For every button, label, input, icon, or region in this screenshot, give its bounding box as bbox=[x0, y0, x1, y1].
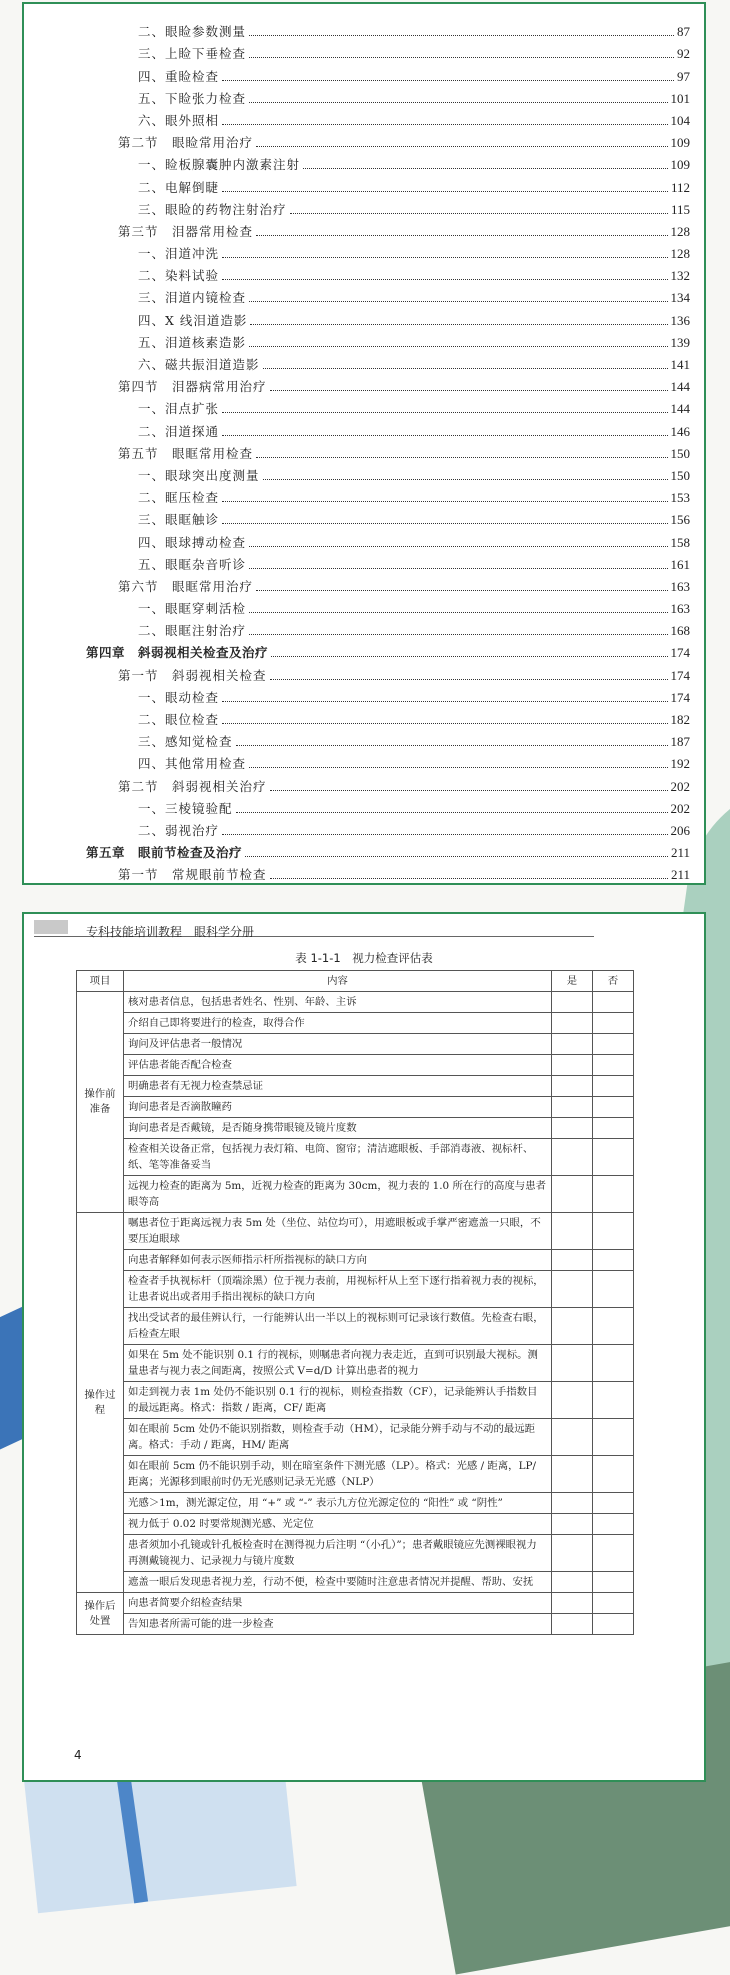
toc-leader-dots bbox=[270, 878, 668, 879]
toc-leader-dots bbox=[249, 102, 667, 103]
toc-entry-page: 139 bbox=[670, 334, 690, 350]
table-row bbox=[77, 1614, 634, 1635]
toc-entry-page: 174 bbox=[670, 689, 690, 705]
toc-leader-dots bbox=[256, 235, 667, 236]
check-cell-yes[interactable] bbox=[552, 1055, 593, 1076]
toc-entry bbox=[86, 839, 690, 861]
check-cell-yes[interactable] bbox=[552, 1271, 593, 1308]
column-header-content: 内容 bbox=[124, 971, 552, 992]
check-cell-no[interactable] bbox=[593, 1535, 634, 1572]
toc-entry bbox=[88, 440, 690, 462]
toc-leader-dots bbox=[222, 523, 667, 524]
toc-entry bbox=[88, 484, 690, 506]
table-page bbox=[22, 912, 706, 1782]
group-label: 操作后处置 bbox=[77, 1593, 124, 1635]
check-cell-no[interactable] bbox=[593, 1514, 634, 1535]
table-row bbox=[77, 1213, 634, 1250]
group-label: 操作过程 bbox=[77, 1213, 124, 1593]
check-cell-yes[interactable] bbox=[552, 1013, 593, 1034]
toc-leader-dots bbox=[222, 279, 667, 280]
check-cell-no[interactable] bbox=[593, 1456, 634, 1493]
toc-entry-page: 192 bbox=[670, 756, 690, 772]
check-cell-no[interactable] bbox=[593, 1345, 634, 1382]
check-cell-no[interactable] bbox=[593, 1139, 634, 1176]
table-row bbox=[77, 1308, 634, 1345]
toc-leader-dots bbox=[256, 146, 667, 147]
toc-entry-title: 第三节 泪器常用检查 bbox=[118, 223, 254, 239]
toc-entry-title: 第一节 斜弱视相关检查 bbox=[118, 667, 267, 683]
check-cell-no[interactable] bbox=[593, 1271, 634, 1308]
toc-leader-dots bbox=[222, 257, 667, 258]
check-cell-yes[interactable] bbox=[552, 1572, 593, 1593]
toc-leader-dots bbox=[263, 368, 668, 369]
table-row bbox=[77, 1271, 634, 1308]
check-cell-yes[interactable] bbox=[552, 1250, 593, 1271]
toc-entry-title: 一、三棱镜验配 bbox=[138, 800, 233, 816]
toc-entry-title: 五、眼眶杂音听诊 bbox=[138, 556, 247, 572]
table-row bbox=[77, 1139, 634, 1176]
toc-entry bbox=[88, 728, 690, 750]
toc-entry bbox=[86, 639, 690, 661]
row-content: 询问患者是否戴镜，是否随身携带眼镜及镜片度数 bbox=[124, 1118, 552, 1139]
toc-entry bbox=[88, 240, 690, 262]
toc-entry-title: 二、电解倒睫 bbox=[138, 179, 220, 195]
toc-entry bbox=[88, 329, 690, 351]
toc-entry-page: 109 bbox=[670, 135, 690, 151]
check-cell-yes[interactable] bbox=[552, 1382, 593, 1419]
check-cell-yes[interactable] bbox=[552, 1493, 593, 1514]
toc-entry-page: 134 bbox=[670, 290, 690, 306]
check-cell-yes[interactable] bbox=[552, 1097, 593, 1118]
toc-entry bbox=[88, 395, 690, 417]
row-content: 询问及评估患者一般情况 bbox=[124, 1034, 552, 1055]
toc-leader-dots bbox=[290, 213, 668, 214]
row-content: 患者须加小孔镜或针孔板检查时在测得视力后注明 “（小孔）”；患者戴眼镜应先测裸眼视力再测戴镜视力、记录视力与镜片度数 bbox=[124, 1535, 552, 1572]
toc-leader-dots bbox=[249, 35, 674, 36]
check-cell-yes[interactable] bbox=[552, 1076, 593, 1097]
toc-entry-page: 128 bbox=[670, 223, 690, 239]
toc-entry-page: 174 bbox=[670, 667, 690, 683]
toc-leader-dots bbox=[270, 679, 668, 680]
table-row bbox=[77, 1493, 634, 1514]
toc-entry bbox=[88, 595, 690, 617]
toc-entry bbox=[88, 351, 690, 373]
check-cell-no[interactable] bbox=[593, 1034, 634, 1055]
check-cell-no[interactable] bbox=[593, 1055, 634, 1076]
toc-entry-page: 156 bbox=[670, 512, 690, 528]
row-content: 嘱患者位于距离远视力表 5m 处（坐位、站位均可），用遮眼板或手掌严密遮盖一只眼，不要压迫眼球 bbox=[124, 1213, 552, 1250]
table-row bbox=[77, 1118, 634, 1139]
table-body bbox=[77, 992, 634, 1635]
check-cell-yes[interactable] bbox=[552, 992, 593, 1013]
toc-entry-page: 163 bbox=[670, 601, 690, 617]
row-content: 介绍自己即将要进行的检查，取得合作 bbox=[124, 1013, 552, 1034]
toc-entry-page: 101 bbox=[670, 90, 690, 106]
row-content: 视力低于 0.02 时要常规测光感、光定位 bbox=[124, 1514, 552, 1535]
toc-entry-title: 第五章 眼前节检查及治疗 bbox=[86, 845, 243, 861]
toc-entry-title: 三、眼眶触诊 bbox=[138, 512, 220, 528]
row-content: 如在眼前 5cm 仍不能识别手动，则在暗室条件下测光感（LP）。格式：光感 / 距离，LP/ 距离；光源移到眼前时仍无光感则记录无光感（NLP） bbox=[124, 1456, 552, 1493]
toc-leader-dots bbox=[263, 479, 668, 480]
row-content: 如果在 5m 处不能识别 0.1 行的视标，则嘱患者向视力表走近，直到可识别最大视标。测量患者与视力表之间距离，按照公式 V=d/D 计算出患者的视力 bbox=[124, 1345, 552, 1382]
toc-entry-title: 一、睑板腺囊肿内激素注射 bbox=[138, 157, 301, 173]
toc-entry-title: 第四章 斜弱视相关检查及治疗 bbox=[86, 645, 269, 661]
toc-entry-page: 153 bbox=[670, 490, 690, 506]
toc-entry bbox=[88, 861, 690, 883]
toc-entry bbox=[88, 684, 690, 706]
row-content: 评估患者能否配合检查 bbox=[124, 1055, 552, 1076]
toc-entry-title: 五、下睑张力检查 bbox=[138, 90, 247, 106]
toc-leader-dots bbox=[270, 790, 668, 791]
row-content: 找出受试者的最佳辨认行，一行能辨认出一半以上的视标则可记录该行数值。先检查右眼，后检查左眼 bbox=[124, 1308, 552, 1345]
toc-entry bbox=[88, 528, 690, 550]
toc-list bbox=[88, 18, 690, 883]
toc-entry-page: 144 bbox=[670, 379, 690, 395]
row-content: 明确患者有无视力检查禁忌证 bbox=[124, 1076, 552, 1097]
toc-entry-page: 202 bbox=[670, 800, 690, 816]
toc-leader-dots bbox=[222, 723, 667, 724]
toc-entry-title: 四、重睑检查 bbox=[138, 68, 220, 84]
group-label: 操作前准备 bbox=[77, 992, 124, 1213]
toc-entry-page: 115 bbox=[670, 201, 690, 217]
toc-entry bbox=[88, 196, 690, 218]
row-content: 检查者手执视标杆（顶端涂黑）位于视力表前，用视标杆从上至下逐行指着视力表的视标，让患者说出或者用手指出视标的缺口方向 bbox=[124, 1271, 552, 1308]
table-row bbox=[77, 1055, 634, 1076]
table-row bbox=[77, 1572, 634, 1593]
toc-entry-title: 一、眼球突出度测量 bbox=[138, 467, 260, 483]
toc-entry-page: 174 bbox=[670, 645, 690, 661]
toc-leader-dots bbox=[256, 457, 667, 458]
check-cell-yes[interactable] bbox=[552, 1419, 593, 1456]
toc-entry-page: 141 bbox=[670, 357, 690, 372]
check-cell-yes[interactable] bbox=[552, 1514, 593, 1535]
row-content: 如走到视力表 1m 处仍不能识别 0.1 行的视标，则检查指数（CF），记录能辨认手指数目的最远距离。格式：指数 / 距离，CF/ 距离 bbox=[124, 1382, 552, 1419]
toc-entry-page: 211 bbox=[670, 867, 690, 883]
row-content: 向患者简要介绍检查结果 bbox=[124, 1593, 552, 1614]
toc-entry-page: 182 bbox=[670, 712, 690, 727]
toc-entry bbox=[88, 817, 690, 839]
toc-entry bbox=[88, 795, 690, 817]
toc-leader-dots bbox=[222, 435, 667, 436]
toc-entry-title: 第二节 斜弱视相关治疗 bbox=[118, 778, 267, 794]
table-header-row bbox=[77, 971, 634, 992]
check-cell-yes[interactable] bbox=[552, 1118, 593, 1139]
evaluation-table bbox=[76, 970, 634, 1635]
toc-leader-dots bbox=[236, 745, 668, 746]
toc-leader-dots bbox=[249, 767, 667, 768]
check-cell-no[interactable] bbox=[593, 1118, 634, 1139]
table-row bbox=[77, 1514, 634, 1535]
check-cell-yes[interactable] bbox=[552, 1034, 593, 1055]
table-row bbox=[77, 1419, 634, 1456]
column-header-item: 项目 bbox=[77, 971, 124, 992]
toc-entry-page: 161 bbox=[670, 556, 690, 572]
toc-entry bbox=[88, 262, 690, 284]
check-cell-yes[interactable] bbox=[552, 1535, 593, 1572]
toc-entry-page: 168 bbox=[670, 623, 690, 639]
toc-entry-page: 150 bbox=[670, 467, 690, 483]
table-row bbox=[77, 1535, 634, 1572]
toc-entry bbox=[88, 62, 690, 84]
header-tab-marker bbox=[34, 920, 68, 934]
toc-entry-page: 109 bbox=[670, 157, 690, 173]
check-cell-no[interactable] bbox=[593, 1419, 634, 1456]
toc-entry-page: 158 bbox=[670, 534, 690, 550]
toc-entry-title: 一、泪点扩张 bbox=[138, 401, 220, 417]
toc-entry bbox=[88, 373, 690, 395]
check-cell-no[interactable] bbox=[593, 1013, 634, 1034]
toc-entry-title: 四、眼球搏动检查 bbox=[138, 534, 247, 550]
toc-leader-dots bbox=[222, 191, 668, 192]
toc-entry-title: 五、泪道核素造影 bbox=[138, 334, 247, 350]
toc-entry bbox=[88, 506, 690, 528]
toc-entry bbox=[88, 129, 690, 151]
toc-entry-page: 104 bbox=[670, 112, 690, 128]
check-cell-no[interactable] bbox=[593, 1614, 634, 1635]
toc-entry bbox=[88, 85, 690, 107]
check-cell-no[interactable] bbox=[593, 1250, 634, 1271]
row-content: 远视力检查的距离为 5m，近视力检查的距离为 30cm，视力表的 1.0 所在行的高度与患者眼等高 bbox=[124, 1176, 552, 1213]
toc-entry bbox=[88, 417, 690, 439]
toc-entry bbox=[88, 573, 690, 595]
toc-entry bbox=[88, 151, 690, 173]
row-content: 光感＞1m，测光源定位，用 “+” 或 “-” 表示九方位光源定位的 “阳性” 或 “阴性” bbox=[124, 1493, 552, 1514]
toc-entry-page: 146 bbox=[670, 423, 690, 439]
toc-entry bbox=[88, 772, 690, 794]
toc-entry-title: 二、弱视治疗 bbox=[138, 822, 220, 838]
running-header bbox=[34, 920, 594, 937]
table-caption: 表 1-1-1 视力检查评估表 bbox=[295, 951, 433, 965]
page-number: 4 bbox=[74, 1748, 82, 1762]
toc-entry-title: 一、眼动检查 bbox=[138, 689, 220, 705]
table-row bbox=[77, 1097, 634, 1118]
toc-entry-title: 一、泪道冲洗 bbox=[138, 246, 220, 262]
header-text: 专科技能培训教程 眼科学分册 bbox=[86, 925, 255, 939]
row-content: 告知患者所需可能的进一步检查 bbox=[124, 1614, 552, 1635]
table-row bbox=[77, 1456, 634, 1493]
row-content: 向患者解释如何表示医师指示杆所指视标的缺口方向 bbox=[124, 1250, 552, 1271]
toc-leader-dots bbox=[249, 612, 667, 613]
toc-leader-dots bbox=[249, 634, 667, 635]
check-cell-no[interactable] bbox=[593, 1572, 634, 1593]
table-row bbox=[77, 1176, 634, 1213]
row-content: 检查相关设备正常，包括视力表灯箱、电筒、窗帘；清洁遮眼板、手部消毒液、视标杆、纸、笔等准备妥当 bbox=[124, 1139, 552, 1176]
toc-leader-dots bbox=[222, 80, 674, 81]
toc-entry-title: 三、泪道内镜检查 bbox=[138, 290, 247, 306]
toc-leader-dots bbox=[303, 168, 667, 169]
toc-entry-title: 第一节 常规眼前节检查 bbox=[118, 867, 267, 883]
toc-leader-dots bbox=[245, 856, 668, 857]
toc-entry-page: 92 bbox=[677, 46, 690, 62]
toc-entry-title: 二、眶压检查 bbox=[138, 490, 220, 506]
toc-entry-page: 187 bbox=[670, 734, 690, 750]
toc-leader-dots bbox=[222, 701, 667, 702]
toc-entry bbox=[88, 462, 690, 484]
toc-entry-title: 二、眼位检查 bbox=[138, 712, 220, 727]
toc-leader-dots bbox=[249, 301, 667, 302]
check-cell-yes[interactable] bbox=[552, 1139, 593, 1176]
toc-entry bbox=[88, 40, 690, 62]
toc-entry-title: 一、眼眶穿刺活检 bbox=[138, 601, 247, 617]
toc-entry-title: 三、眼睑的药物注射治疗 bbox=[138, 201, 287, 217]
toc-leader-dots bbox=[256, 590, 667, 591]
toc-entry-title: 三、上睑下垂检查 bbox=[138, 46, 247, 62]
toc-entry-page: 150 bbox=[670, 445, 690, 461]
toc-entry-title: 第六节 眼眶常用治疗 bbox=[118, 578, 254, 594]
toc-entry-title: 三、感知觉检查 bbox=[138, 734, 233, 750]
toc-entry-title: 第二节 眼睑常用治疗 bbox=[118, 135, 254, 151]
toc-entry-page: 144 bbox=[670, 401, 690, 417]
toc-leader-dots bbox=[222, 412, 667, 413]
toc-entry-page: 97 bbox=[677, 68, 690, 84]
check-cell-no[interactable] bbox=[593, 1308, 634, 1345]
toc-entry bbox=[88, 284, 690, 306]
toc-leader-dots bbox=[236, 812, 668, 813]
toc-entry bbox=[88, 661, 690, 683]
toc-entry-title: 二、眼睑参数测量 bbox=[138, 24, 247, 40]
toc-entry-title: 四、其他常用检查 bbox=[138, 756, 247, 772]
check-cell-yes[interactable] bbox=[552, 1176, 593, 1213]
check-cell-no[interactable] bbox=[593, 1593, 634, 1614]
check-cell-no[interactable] bbox=[593, 1097, 634, 1118]
check-cell-yes[interactable] bbox=[552, 1593, 593, 1614]
column-header-yes: 是 bbox=[552, 971, 593, 992]
toc-leader-dots bbox=[222, 834, 667, 835]
check-cell-yes[interactable] bbox=[552, 1213, 593, 1250]
toc-entry bbox=[88, 218, 690, 240]
table-row bbox=[77, 1382, 634, 1419]
table-row bbox=[77, 1013, 634, 1034]
toc-entry-page: 136 bbox=[670, 312, 690, 328]
table-row bbox=[77, 1076, 634, 1097]
check-cell-yes[interactable] bbox=[552, 1614, 593, 1635]
check-cell-yes[interactable] bbox=[552, 1345, 593, 1382]
toc-leader-dots bbox=[271, 656, 667, 657]
toc-entry bbox=[88, 173, 690, 195]
check-cell-yes[interactable] bbox=[552, 1308, 593, 1345]
toc-entry bbox=[88, 706, 690, 728]
toc-entry-page: 132 bbox=[670, 268, 690, 284]
toc-entry-title: 二、泪道探通 bbox=[138, 423, 220, 439]
toc-entry bbox=[88, 107, 690, 129]
toc-entry bbox=[88, 617, 690, 639]
toc-leader-dots bbox=[249, 57, 674, 58]
toc-leader-dots bbox=[270, 390, 668, 391]
toc-entry-title: 二、染料试验 bbox=[138, 268, 220, 284]
toc-entry-title: 二、眼眶注射治疗 bbox=[138, 623, 247, 639]
check-cell-no[interactable] bbox=[593, 1213, 634, 1250]
toc-leader-dots bbox=[222, 124, 667, 125]
table-row bbox=[77, 1034, 634, 1055]
check-cell-no[interactable] bbox=[593, 992, 634, 1013]
toc-entry-title: 六、眼外照相 bbox=[138, 112, 220, 128]
row-content: 如在眼前 5cm 处仍不能识别指数，则检查手动（HM），记录能分辨手动与不动的最远距离。格式：手动 / 距离，HM/ 距离 bbox=[124, 1419, 552, 1456]
toc-entry-page: 202 bbox=[670, 778, 690, 794]
column-header-no: 否 bbox=[593, 971, 634, 992]
toc-entry-page: 128 bbox=[670, 246, 690, 262]
check-cell-no[interactable] bbox=[593, 1493, 634, 1514]
toc-leader-dots bbox=[222, 501, 667, 502]
toc-entry-title: 六、磁共振泪道造影 bbox=[138, 357, 260, 372]
toc-leader-dots bbox=[250, 324, 667, 325]
row-content: 核对患者信息，包括患者姓名、性别、年龄、主诉 bbox=[124, 992, 552, 1013]
toc-leader-dots bbox=[249, 346, 667, 347]
toc-entry-page: 87 bbox=[677, 24, 690, 40]
check-cell-no[interactable] bbox=[593, 1176, 634, 1213]
check-cell-no[interactable] bbox=[593, 1076, 634, 1097]
check-cell-yes[interactable] bbox=[552, 1456, 593, 1493]
toc-entry-title: 第四节 泪器病常用治疗 bbox=[118, 379, 267, 395]
toc-entry-page: 112 bbox=[670, 179, 690, 195]
toc-entry-page: 206 bbox=[670, 822, 690, 838]
toc-leader-dots bbox=[249, 568, 667, 569]
toc-leader-dots bbox=[249, 546, 667, 547]
row-content: 询问患者是否滴散瞳药 bbox=[124, 1097, 552, 1118]
toc-entry-page: 163 bbox=[670, 578, 690, 594]
toc-entry bbox=[88, 551, 690, 573]
table-row bbox=[77, 1345, 634, 1382]
table-row bbox=[77, 992, 634, 1013]
toc-page bbox=[22, 2, 706, 885]
check-cell-no[interactable] bbox=[593, 1382, 634, 1419]
toc-entry bbox=[88, 750, 690, 772]
toc-entry-title: 四、X 线泪道造影 bbox=[138, 312, 248, 328]
row-content: 遮盖一眼后发现患者视力差，行动不便，检查中要随时注意患者情况并提醒、帮助、安抚 bbox=[124, 1572, 552, 1593]
toc-entry-page: 211 bbox=[670, 845, 690, 861]
table-row bbox=[77, 1593, 634, 1614]
toc-entry-title: 第五节 眼眶常用检查 bbox=[118, 445, 254, 461]
toc-entry bbox=[88, 18, 690, 40]
table-row bbox=[77, 1250, 634, 1271]
toc-entry bbox=[88, 306, 690, 328]
